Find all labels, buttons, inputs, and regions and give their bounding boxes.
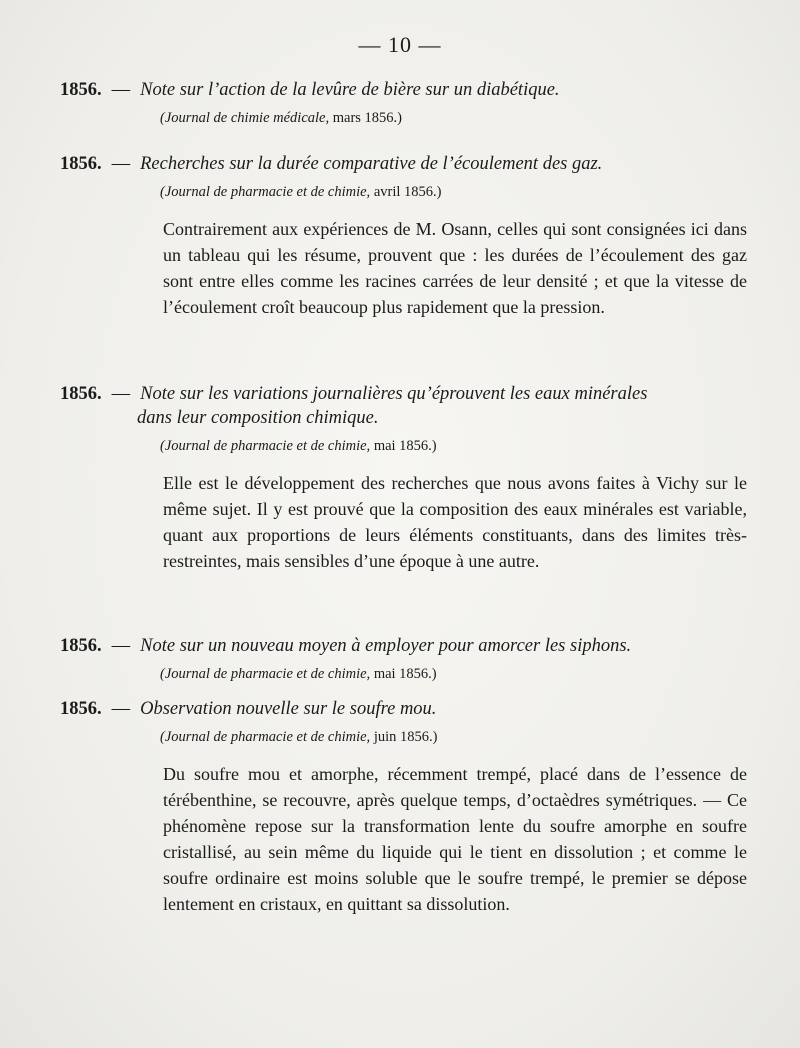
entry-year: 1856. — [60, 80, 102, 100]
source-date: mai 1856.) — [373, 438, 437, 454]
source-date: avril 1856.) — [373, 184, 442, 200]
source-date: mars 1856.) — [332, 110, 402, 126]
page-number: — 10 — — [358, 32, 442, 57]
entry-title: Note sur un nouveau moyen à employer pour amorcer les siphons. — [140, 636, 632, 656]
entry-abstract: Elle est le développement des recherches que nous avons faites à Vichy sur le même sujet. Il y est prouvé que la composition des eaux minérales est variable, quant aux proportions de leurs éléments constituants, dans des limites très-restreintes, mais sensibles d’une époque à une autre. — [163, 473, 747, 571]
bibliography-entry — [60, 78, 750, 128]
source-journal: (Journal de chimie médicale, — [160, 110, 330, 126]
entry-dash: — — [111, 699, 131, 719]
entry-title: Note sur l’action de la levûre de bière sur un diabétique. — [140, 80, 560, 100]
entry-source — [160, 182, 750, 202]
entry-dash: — — [111, 80, 131, 100]
entry-source — [160, 108, 750, 128]
entry-title: Note sur les variations journalières qu’éprouvent les eaux minérales — [140, 384, 648, 404]
entry-source — [160, 436, 750, 456]
entry-title: Recherches sur la durée comparative de l’écoulement des gaz. — [140, 154, 603, 174]
entry-dash: — — [111, 636, 131, 656]
entry-dash: — — [111, 154, 131, 174]
entry-source — [160, 727, 750, 747]
entry-title-continued: dans leur composition chimique. — [137, 408, 379, 428]
entry-year: 1856. — [60, 384, 102, 404]
bibliography-entry — [60, 697, 750, 917]
source-journal: (Journal de pharmacie et de chimie, — [160, 184, 371, 200]
entry-year: 1856. — [60, 636, 102, 656]
source-date: juin 1856.) — [373, 729, 438, 745]
entry-heading — [60, 152, 750, 176]
entry-year: 1856. — [60, 699, 102, 719]
bibliography-entry — [60, 152, 750, 320]
source-journal: (Journal de pharmacie et de chimie, — [160, 666, 371, 682]
source-journal: (Journal de pharmacie et de chimie, — [160, 438, 371, 454]
entry-heading — [60, 382, 750, 430]
source-journal: (Journal de pharmacie et de chimie, — [160, 729, 371, 745]
source-date: mai 1856.) — [373, 666, 437, 682]
entry-title: Observation nouvelle sur le soufre mou. — [140, 699, 437, 719]
entry-abstract: Contrairement aux expériences de M. Osann, celles qui sont consignées ici dans un tableau qui les résume, prouvent que : les durées de l’écoulement des gaz sont entre elles comme les racines carrées de leur densité ; et que la vitesse de l’écoulement croît beaucoup plus rapidement que la pression. — [163, 219, 747, 317]
entry-heading — [60, 78, 750, 102]
entry-heading — [60, 697, 750, 721]
bibliography-entry — [60, 634, 750, 684]
entry-dash: — — [111, 384, 131, 404]
entry-abstract: Du soufre mou et amorphe, récemment trempé, placé dans de l’essence de térébenthine, se recouvre, après quelque temps, d’octaèdres symétriques. — Ce phénomène repose sur la transformation lente du soufre amorphe en soufre cristallisé, au sein même du liquide qui le tient en dissolution ; et comme le soufre ordinaire est moins soluble que le soufre trempé, le premier se dépose lentement en cristaux, en quittant sa dissolution. — [163, 764, 747, 914]
bibliography-entry — [60, 382, 750, 574]
entry-heading — [60, 634, 750, 658]
entry-year: 1856. — [60, 154, 102, 174]
entry-source — [160, 664, 750, 684]
